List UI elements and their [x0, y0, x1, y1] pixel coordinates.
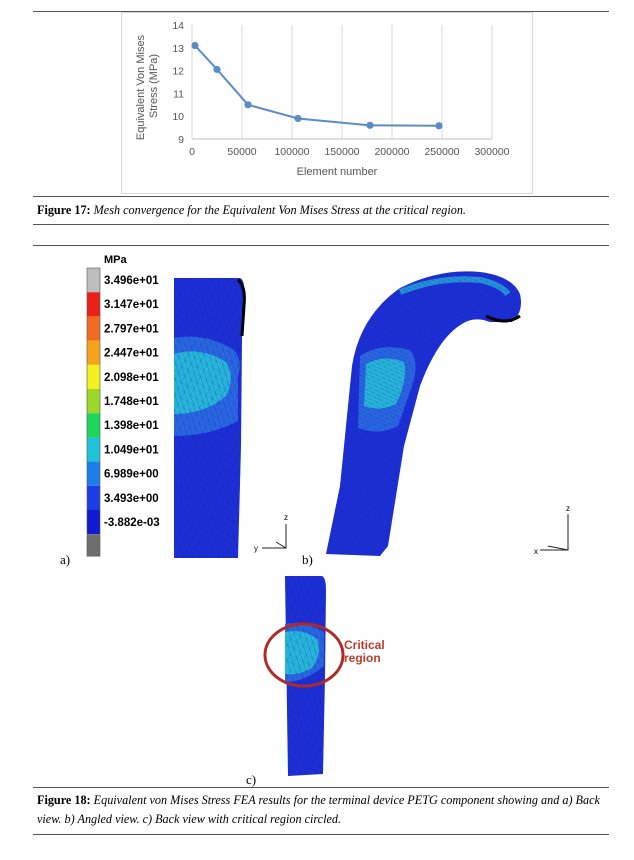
legend-swatch: [87, 316, 100, 340]
mesh-convergence-chart: [121, 12, 533, 194]
legend-swatch: [87, 292, 100, 316]
legend-level-label: 3.496e+01: [104, 275, 159, 287]
critical-region-label-1: Critical: [344, 638, 385, 652]
y-tick-label: 12: [172, 65, 184, 78]
y-tick-label: 13: [172, 42, 184, 55]
figure18-caption-label: Figure 18:: [37, 793, 91, 807]
legend-unit: MPa: [104, 254, 127, 266]
y-axis-label-line-2: Stress (MPa): [148, 53, 160, 119]
data-point: [366, 122, 373, 129]
chart-svg: [122, 13, 532, 193]
critical-region-label-2: region: [344, 651, 381, 665]
legend-level-label: 2.098e+01: [104, 371, 159, 384]
data-point: [435, 122, 442, 129]
stress-legend: [87, 254, 160, 556]
sublabel-c: c): [246, 772, 257, 787]
x-tick-label: 100000: [274, 146, 310, 158]
legend-level-label: 2.797e+01: [104, 323, 159, 336]
y-tick-label: 14: [172, 20, 184, 32]
figure18-rule-mid: [33, 787, 609, 788]
legend-swatch: [87, 437, 100, 461]
legend-level-label: 3.147e+01: [104, 299, 159, 312]
legend-swatch: [87, 389, 100, 413]
axis-triad-b: [540, 514, 568, 550]
legend-level-label: 2.447e+01: [104, 347, 159, 360]
legend-level-label: 6.989e+00: [104, 468, 159, 481]
legend-level-label: 1.049e+01: [104, 444, 159, 457]
fea-results-figure: [0, 246, 634, 786]
y-tick-label: 9: [178, 134, 184, 146]
figure17-rule-bottom: [33, 224, 609, 225]
angled-view-b: [326, 271, 521, 556]
x-tick-label: 250000: [424, 146, 460, 158]
data-point: [213, 66, 220, 73]
data-point: [294, 115, 301, 122]
legend-swatch: [87, 510, 100, 534]
back-view-c: [265, 576, 385, 776]
legend-swatch: [87, 365, 100, 389]
legend-swatch: [87, 268, 100, 292]
figure18-caption: [37, 791, 607, 829]
x-tick-label: 300000: [474, 146, 510, 158]
data-point: [191, 42, 198, 49]
data-point: [244, 101, 251, 108]
axis-triad-a-y: y: [254, 544, 258, 553]
legend-level-label: 3.493e+00: [104, 492, 159, 505]
figure17-caption-label: Figure 17:: [37, 203, 91, 217]
back-view-a: [174, 278, 244, 558]
figure18-rule-bottom: [33, 834, 609, 835]
figure17-rule-top: [33, 196, 609, 197]
figure17-caption-text: Mesh convergence for the Equivalent Von Mises Stress at the critical region.: [93, 203, 466, 217]
axis-triad-a-z: z: [284, 513, 288, 522]
legend-swatch-bottom: [87, 534, 100, 556]
axis-triad-b-z: z: [566, 504, 570, 513]
legend-swatch: [87, 413, 100, 437]
y-axis-label-line-1: Equivalent Von Mises: [135, 34, 147, 141]
figure18-caption-text: Equivalent von Mises Stress FEA results for the terminal device PETG component showing and a) Back view. b) Angled view. c) Back view with critical region circled.: [37, 793, 600, 826]
x-tick-label: 0: [189, 146, 195, 158]
x-tick-label: 150000: [324, 146, 360, 158]
x-tick-label: 50000: [227, 146, 257, 158]
sublabel-a: a): [60, 552, 71, 567]
y-tick-label: 11: [173, 88, 184, 101]
legend-swatch: [87, 341, 100, 365]
legend-level-label: 1.748e+01: [104, 396, 159, 408]
y-axis-label: [135, 32, 160, 140]
x-tick-label: 200000: [374, 146, 410, 158]
figure17-caption: [37, 201, 607, 220]
legend-swatch: [87, 462, 100, 486]
legend-level-label: 1.398e+01: [104, 420, 159, 433]
x-axis-label: Element number: [296, 166, 378, 178]
axis-triad-b-x: x: [534, 547, 538, 556]
series-line: [195, 46, 439, 126]
y-tick-label: 10: [172, 111, 184, 124]
sublabel-b: b): [302, 552, 313, 567]
legend-swatch: [87, 486, 100, 510]
axis-triad-a: [262, 524, 286, 548]
legend-level-label: -3.882e-03: [104, 517, 160, 529]
